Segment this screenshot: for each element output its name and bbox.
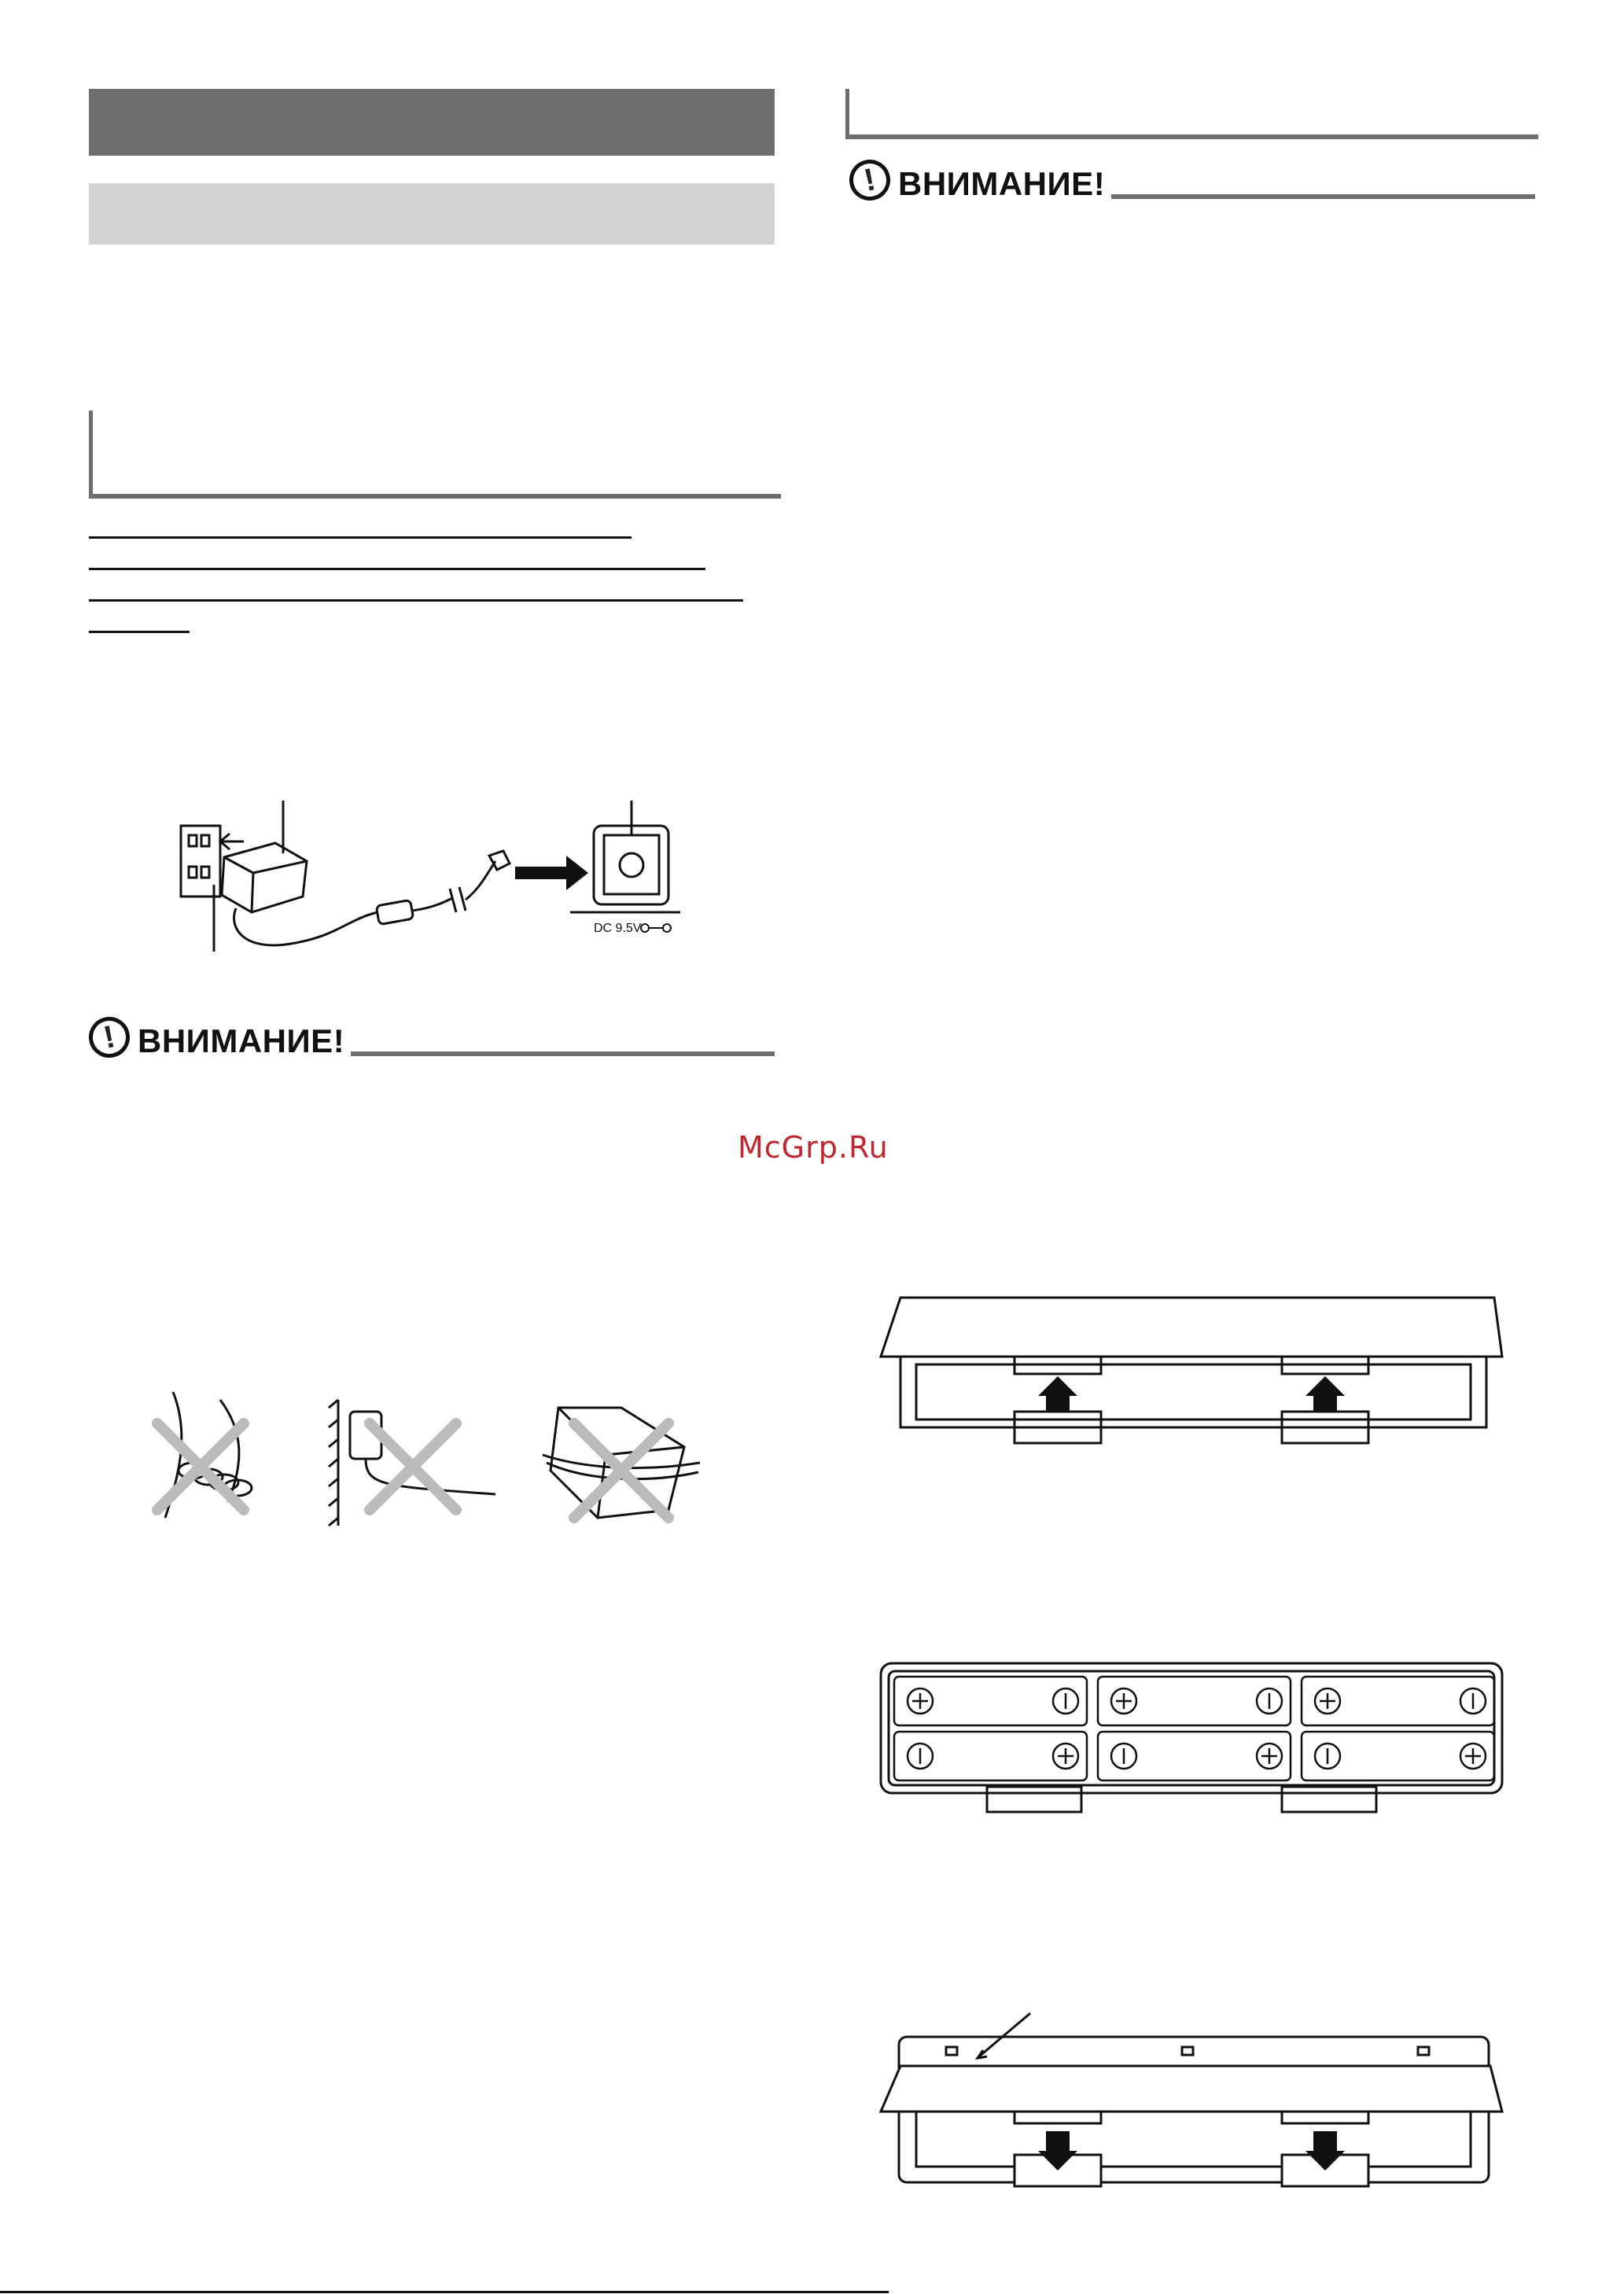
- footer-rule: [0, 2291, 889, 2293]
- text-line-4: [89, 631, 190, 633]
- text-line-2: [89, 568, 705, 570]
- caution-label: ВНИМАНИЕ!: [898, 165, 1106, 202]
- text-line-1: [89, 536, 632, 539]
- exclamation-icon: !: [845, 156, 894, 204]
- caution-heading-right: [849, 153, 1535, 201]
- ac-adapter: [222, 843, 307, 912]
- cord-handling-warnings: [149, 1384, 731, 1549]
- caution-label: ВНИМАНИЕ!: [138, 1022, 345, 1059]
- battery-cells: [894, 1677, 1494, 1780]
- section-title-frame-right: [845, 89, 1538, 139]
- adapter-cord: [234, 908, 377, 945]
- dc-jack-label: DC 9.5V: [594, 922, 642, 935]
- watermark: McGrp.Ru: [738, 1130, 889, 1165]
- subsection-header-bar: [89, 183, 775, 245]
- section-title-frame: [89, 411, 781, 499]
- battery-cover-removal: [877, 1294, 1506, 1451]
- cross-icon: [370, 1423, 456, 1510]
- battery-compartment: [877, 1659, 1506, 1817]
- cross-icon: [574, 1423, 668, 1518]
- cross-icon: [157, 1423, 244, 1510]
- text-line-3: [89, 599, 743, 602]
- dc-jack: [620, 853, 643, 877]
- adapter-connection-illustration: [157, 794, 708, 975]
- connect-arrow: [515, 856, 588, 890]
- section-header-bar: [89, 89, 775, 156]
- caution-heading-left: [89, 1011, 775, 1058]
- battery-cover-replacement: [877, 2009, 1506, 2190]
- exclamation-icon: !: [85, 1013, 134, 1062]
- wrapped-adapter-illustration: [543, 1408, 700, 1518]
